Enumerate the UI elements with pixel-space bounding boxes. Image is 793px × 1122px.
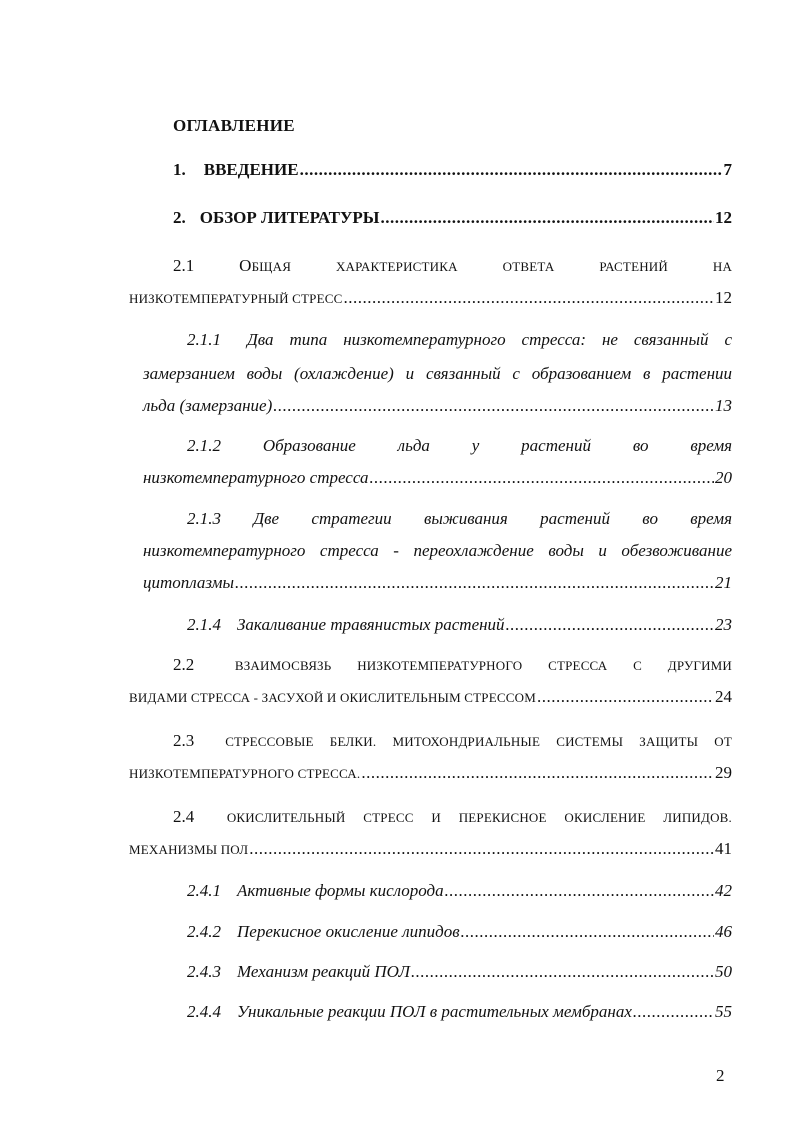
toc-entry-word: РАСТЕНИЙ — [599, 259, 668, 274]
toc-entry-2-1-3-line2 — [143, 541, 732, 565]
dot-leader — [537, 687, 714, 707]
toc-entry-word: во — [642, 509, 658, 528]
toc-entry-2-1-2-line1[interactable] — [187, 436, 732, 460]
toc-page-number: 29 — [715, 763, 732, 782]
toc-entry-2-1-3-line3[interactable] — [143, 573, 732, 597]
toc-entry-2-1-3-line1[interactable] — [187, 509, 732, 533]
toc-entry-word: растений — [521, 436, 591, 455]
toc-entry-title: льда (замерзание) — [143, 396, 273, 415]
toc-entry-number: 2.1.2 — [187, 436, 221, 455]
toc-entry-2-3-line2[interactable] — [129, 763, 732, 787]
toc-entry-word: растений — [540, 509, 610, 528]
dot-leader — [506, 615, 714, 635]
toc-entry-number: 2. — [173, 208, 186, 227]
dot-leader — [343, 288, 714, 308]
toc-page-number: 23 — [715, 615, 732, 634]
toc-page-number: 12 — [715, 208, 732, 227]
toc-entry-word: НА — [712, 259, 733, 274]
toc-entry-number: 2.4.4 — [187, 1002, 221, 1021]
toc-entry-number: 2.1 — [173, 256, 195, 275]
toc-entry-2-2-line2[interactable] — [129, 687, 732, 711]
toc-entry-word: ОТВЕТА — [502, 259, 555, 274]
toc-entry-word: ОБЩАЯ — [239, 256, 292, 275]
toc-entry-title: НИЗКОТЕМПЕРАТУРНОГО СТРЕССА. — [129, 766, 361, 781]
toc-entry-2-1-line2[interactable] — [129, 288, 732, 312]
toc-entry-title: ВЗАИМОСВЯЗЬ НИЗКОТЕМПЕРАТУРНОГО СТРЕССА С ДРУГИМИ — [234, 658, 733, 673]
toc-entry-word: Образование — [262, 436, 356, 455]
toc-entry-2-4-line2[interactable] — [129, 839, 732, 863]
toc-entry-title: НИЗКОТЕМПЕРАТУРНЫЙ СТРЕСС — [129, 291, 343, 306]
toc-entry-title: низкотемпературного стресса — [143, 468, 369, 487]
toc-page-number: 7 — [723, 160, 732, 179]
toc-entry-2-1-1-line2 — [143, 364, 732, 388]
toc-entry-title: Активные формы кислорода — [237, 881, 444, 900]
toc-entry-number: 2.3 — [173, 731, 195, 750]
toc-entry-introduction[interactable] — [173, 160, 732, 184]
toc-entry-word: Две — [253, 509, 280, 528]
toc-page-number: 21 — [715, 573, 732, 592]
toc-entry-title: Два типа низкотемпературного стресса: не связанный с — [246, 330, 733, 349]
dot-leader — [461, 922, 714, 942]
toc-entry-number: 2.1.4 — [187, 615, 221, 634]
toc-entry-number: 2.1.3 — [187, 509, 221, 528]
toc-page-number: 50 — [715, 962, 732, 981]
toc-entry-title: низкотемпературного стресса - переохлаждение воды и обезвоживание — [143, 541, 732, 560]
toc-entry-word: выживания — [424, 509, 508, 528]
toc-entry-title: ОКИСЛИТЕЛЬНЫЙ СТРЕСС И ПЕРЕКИСНОЕ ОКИСЛЕНИЕ ЛИПИДОВ. — [226, 810, 732, 825]
dot-leader — [445, 881, 714, 901]
toc-entry-title: цитоплазмы — [143, 573, 234, 592]
toc-entry-title: ВИДАМИ СТРЕССА - ЗАСУХОЙ И ОКИСЛИТЕЛЬНЫМ СТРЕССОМ — [129, 690, 536, 705]
toc-entry-title: МЕХАНИЗМЫ ПОЛ — [129, 842, 249, 857]
toc-entry-number: 2.4.1 — [187, 881, 221, 900]
toc-entry-2-4-line1[interactable] — [173, 807, 732, 831]
toc-entry-title: ВВЕДЕНИЕ — [203, 160, 299, 179]
toc-entry-2-4-4[interactable] — [187, 1002, 732, 1026]
toc-page-number: 12 — [715, 288, 732, 307]
toc-entry-word: во — [632, 436, 649, 455]
toc-entry-word: ХАРАКТЕРИСТИКА — [335, 259, 458, 274]
toc-entry-number: 2.4.2 — [187, 922, 221, 941]
toc-page-number: 13 — [715, 396, 732, 415]
toc-entry-title: Закаливание травянистых растений — [237, 615, 505, 634]
toc-entry-title: замерзанием воды (охлаждение) и связанный с образованием в растении — [143, 364, 732, 383]
toc-entry-2-4-2[interactable] — [187, 922, 732, 946]
toc-entry-word: время — [690, 509, 733, 528]
toc-entry-2-3-line1[interactable] — [173, 731, 732, 755]
toc-entry-number: 2.2 — [173, 655, 195, 674]
toc-entry-2-1-2-line2[interactable] — [143, 468, 732, 492]
toc-entry-2-2-line1[interactable] — [173, 655, 732, 679]
dot-leader — [235, 573, 714, 593]
toc-entry-2-1-1-line1[interactable] — [187, 330, 732, 354]
dot-leader — [273, 396, 714, 416]
toc-heading: ОГЛАВЛЕНИЕ — [173, 116, 295, 135]
toc-page-number: 20 — [715, 468, 732, 487]
dot-leader — [381, 208, 715, 228]
toc-page-number: 55 — [715, 1002, 732, 1021]
toc-page-number: 41 — [715, 839, 732, 858]
page-number: 2 — [716, 1066, 725, 1085]
dot-leader — [411, 962, 714, 982]
toc-entry-2-1-1-line3[interactable] — [143, 396, 732, 420]
toc-entry-word: льда — [397, 436, 430, 455]
toc-entry-2-4-3[interactable] — [187, 962, 732, 986]
toc-entry-number: 2.4 — [173, 807, 195, 826]
toc-entry-word: время — [690, 436, 733, 455]
toc-entry-word: стратегии — [311, 509, 392, 528]
toc-entry-title: Перекисное окисление липидов — [237, 922, 460, 941]
toc-entry-number: 2.1.1 — [187, 330, 221, 349]
toc-entry-number: 2.4.3 — [187, 962, 221, 981]
toc-entry-2-1-4[interactable] — [187, 615, 732, 639]
dot-leader — [369, 468, 714, 488]
toc-entry-word: у — [471, 436, 480, 455]
toc-page-number: 46 — [715, 922, 732, 941]
dot-leader — [300, 160, 723, 180]
toc-entry-number: 1. — [173, 160, 186, 179]
dot-leader — [249, 839, 714, 859]
toc-entry-title: Механизм реакций ПОЛ — [237, 962, 410, 981]
toc-entry-literature-review[interactable] — [173, 208, 732, 232]
toc-entry-2-1-line1[interactable] — [173, 256, 732, 280]
toc-entry-title: Уникальные реакции ПОЛ в растительных мембранах — [237, 1002, 632, 1021]
dot-leader — [361, 763, 714, 783]
toc-page-number: 42 — [715, 881, 732, 900]
toc-entry-2-4-1[interactable] — [187, 881, 732, 905]
toc-entry-title: СТРЕССОВЫЕ БЕЛКИ. МИТОХОНДРИАЛЬНЫЕ СИСТЕМЫ ЗАЩИТЫ ОТ — [225, 734, 733, 749]
toc-page-number: 24 — [715, 687, 732, 706]
toc-entry-title: ОБЗОР ЛИТЕРАТУРЫ — [199, 208, 380, 227]
dot-leader — [633, 1002, 714, 1022]
